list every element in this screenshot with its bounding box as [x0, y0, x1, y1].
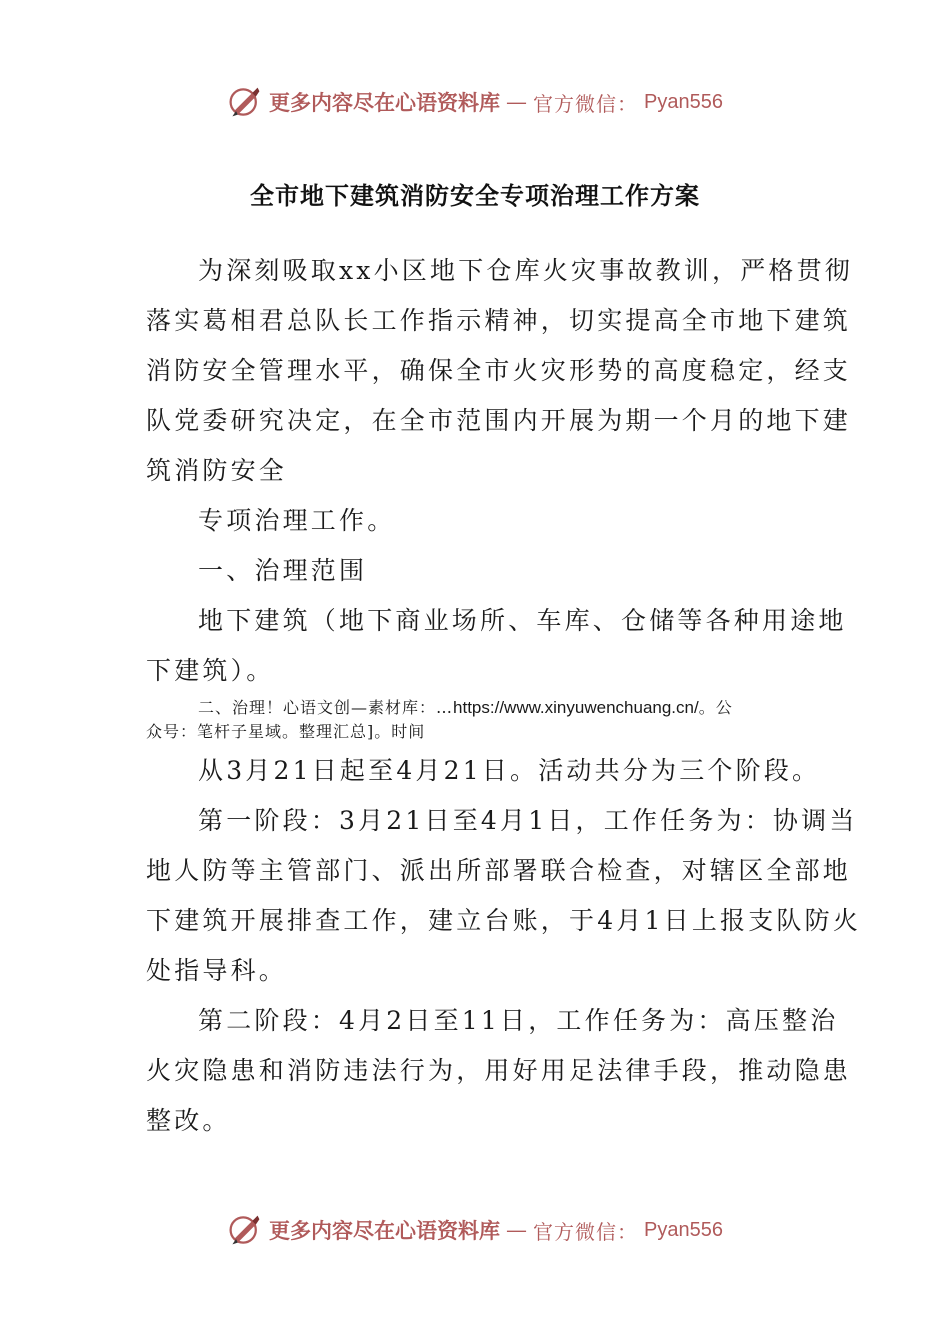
- banner-separator: —: [506, 1218, 528, 1242]
- paragraph-line: 专项治理工作。: [198, 506, 396, 535]
- paragraph-line: 落实葛相君总队长工作指示精神，切实提高全市地下建筑: [146, 306, 852, 335]
- paragraph-line: 为深刻吸取xx小区地下仓库火灾事故教训，严格贯彻: [198, 256, 854, 285]
- paragraph-line: 下建筑）。: [146, 656, 275, 685]
- source-url-link[interactable]: https://www.xinyuwenchuang.cn/: [453, 698, 699, 717]
- banner-text: 更多内容尽在心语资料库: [269, 1218, 501, 1243]
- note-prefix: 二、治理！心语文创—素材库：…: [198, 698, 454, 717]
- paragraph-line: 整改。: [146, 1106, 231, 1135]
- paragraph-line: 地下建筑（地下商业场所、车库、仓储等各种用途地: [198, 606, 847, 635]
- header-banner: [0, 80, 950, 124]
- banner-wechat-label: 官方微信：: [533, 1219, 639, 1244]
- paragraph-line: 消防安全管理水平，确保全市火灾形势的高度稳定，经支: [146, 356, 852, 385]
- banner-wechat-id: Pyan556: [644, 1218, 723, 1241]
- paragraph-line: 队党委研究决定，在全市范围内开展为期一个月的地下建: [146, 406, 852, 435]
- pen-logo-icon: [227, 84, 263, 120]
- note-line: 众号：笔杆子星域。整理汇总]。时间: [146, 722, 426, 741]
- paragraph-line: 从3月21日起至4月21日。活动共分为三个阶段。: [198, 756, 821, 785]
- document-body: [146, 246, 862, 1146]
- banner-separator: —: [506, 90, 528, 114]
- pen-logo-icon: [227, 1212, 263, 1248]
- paragraph-line: 下建筑开展排查工作，建立台账，于4月1日上报支队防火: [146, 906, 862, 935]
- section-heading: 一、治理范围: [198, 556, 368, 585]
- paragraph-line: 地人防等主管部门、派出所部署联合检查，对辖区全部地: [146, 856, 852, 885]
- note-suffix: 。公: [698, 698, 733, 717]
- document-title: 全市地下建筑消防安全专项治理工作方案: [250, 181, 700, 210]
- paragraph-line: 第一阶段：3月21日至4月1日，工作任务为：协调当: [198, 806, 858, 835]
- paragraph-line: 第二阶段：4月2日至11日，工作任务为：高压整治: [198, 1006, 839, 1035]
- paragraph-line: 筑消防安全: [146, 456, 288, 485]
- section-heading-with-note: [146, 696, 806, 720]
- footer-banner: [0, 1208, 950, 1252]
- banner-wechat-id: Pyan556: [644, 90, 723, 113]
- banner-text: 更多内容尽在心语资料库: [269, 90, 501, 115]
- paragraph-line: 处指导科。: [146, 956, 288, 985]
- paragraph-line: 火灾隐患和消防违法行为，用好用足法律手段，推动隐患: [146, 1056, 852, 1085]
- banner-wechat-label: 官方微信：: [533, 91, 639, 116]
